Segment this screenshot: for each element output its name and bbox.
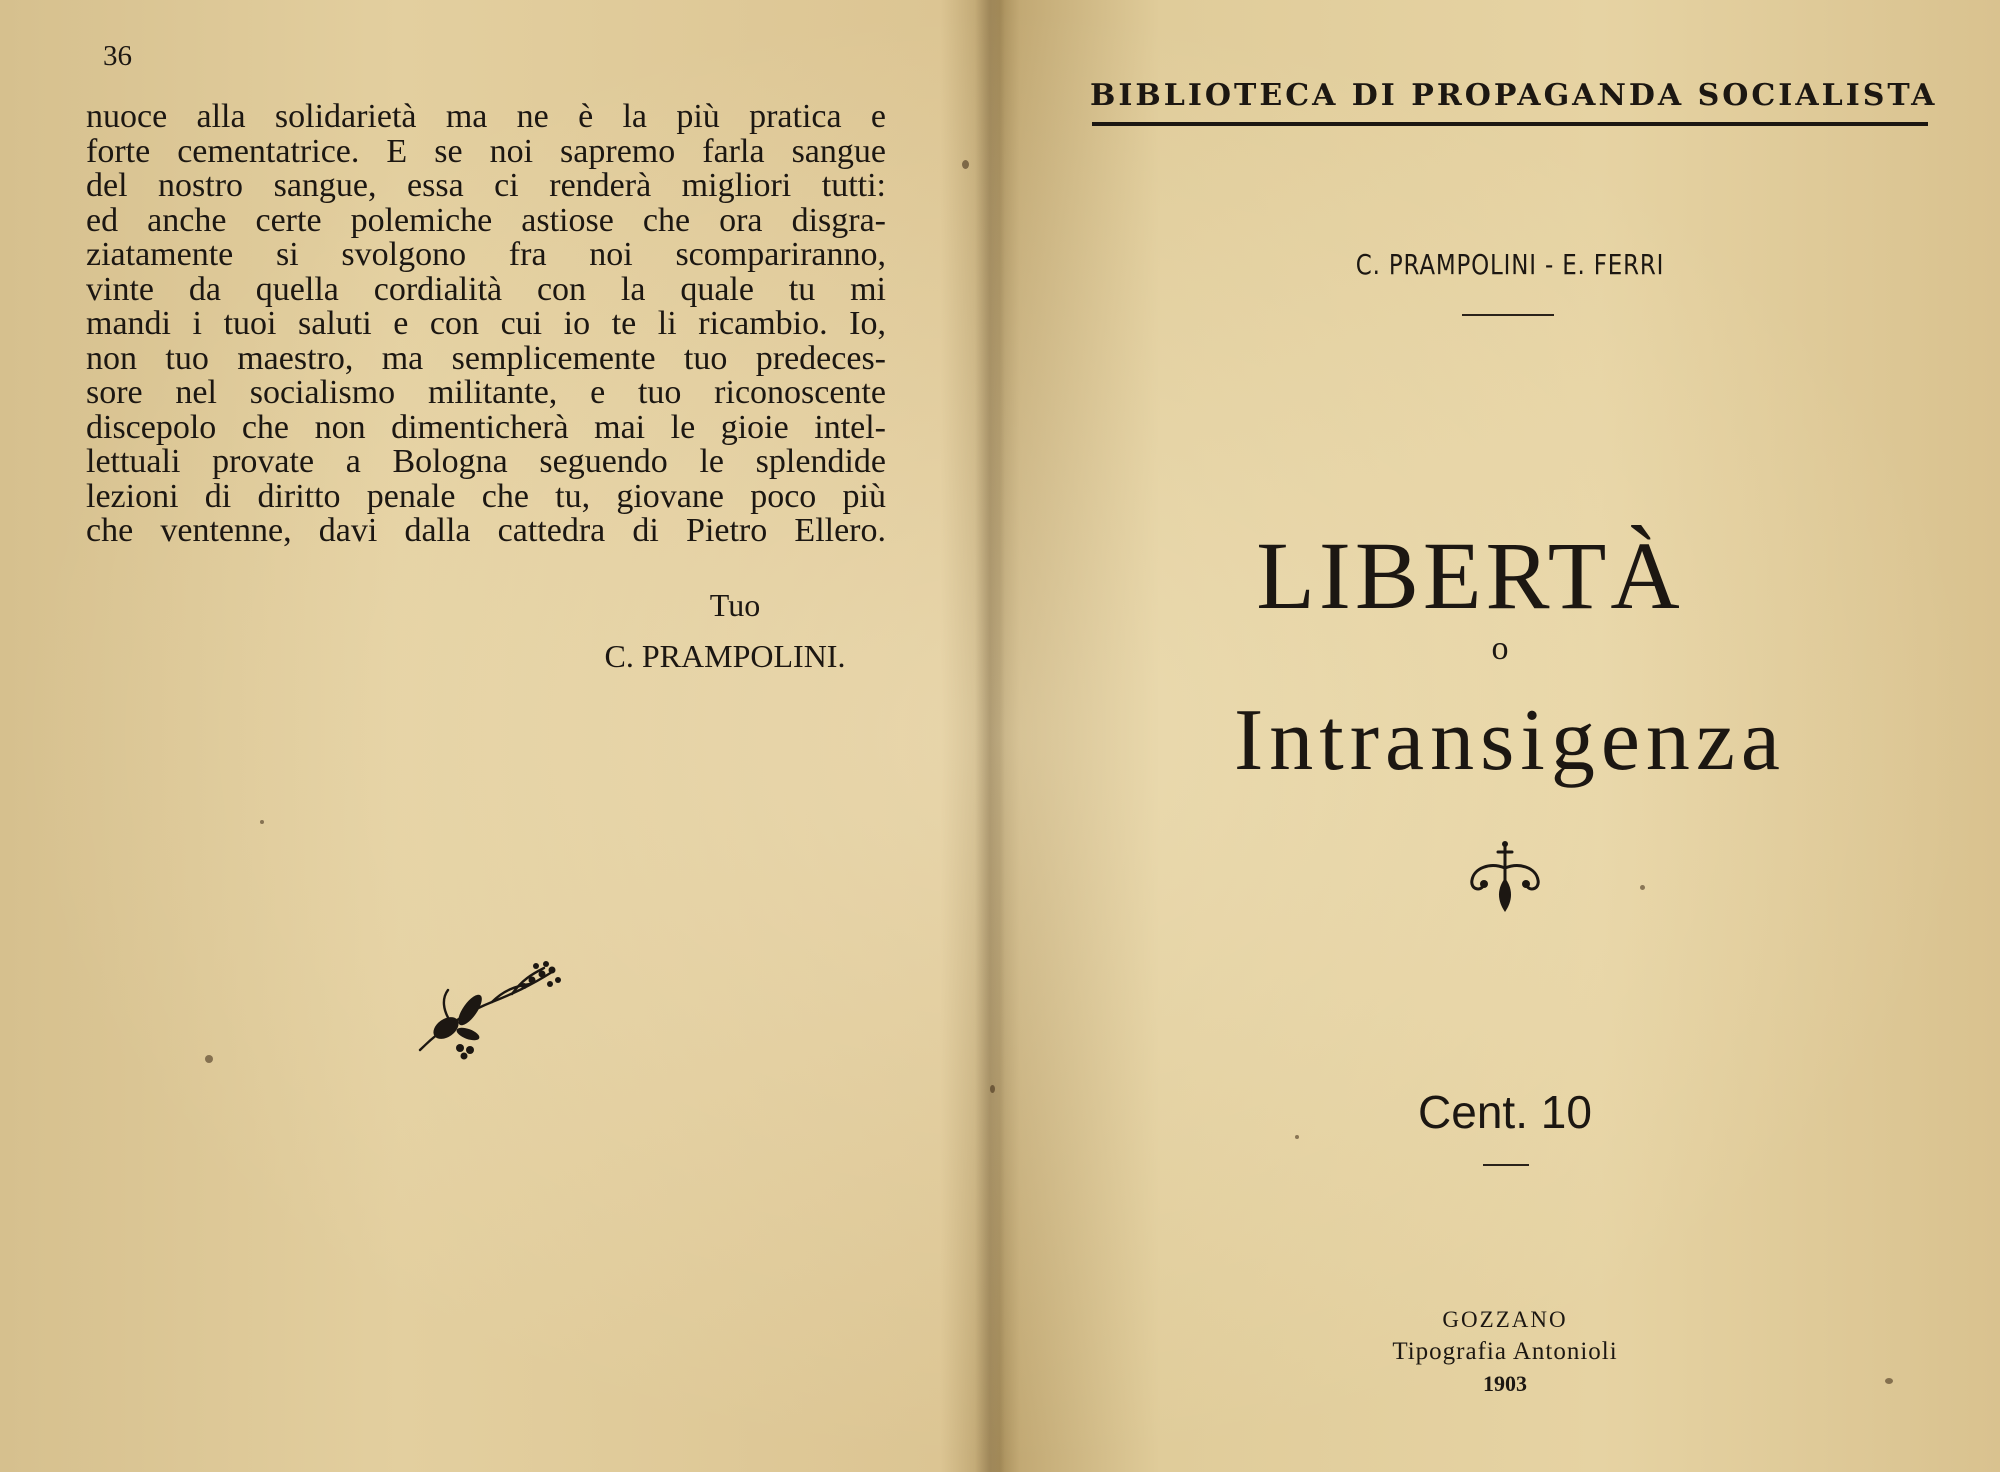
authors: C. PRAMPOLINI - E. FERRI (1355, 248, 1665, 281)
book-subtitle: Intransigenza (1234, 692, 1786, 789)
divider-rule (1462, 314, 1554, 316)
fleuron-icon (1460, 838, 1550, 920)
paper-speck (1885, 1378, 1893, 1384)
signature: C. PRAMPOLINI. (604, 638, 846, 674)
body-line: lezioni di diritto penale che tu, giovane poco più (86, 477, 886, 515)
floral-sprig-icon (412, 950, 562, 1064)
publisher-city: GOZZANO (1442, 1307, 1568, 1332)
book-title: LIBERTÀ (1256, 522, 1684, 629)
body-line: nuoce alla solidarietà ma ne è la più pratica e (86, 98, 886, 135)
paper-speck (1640, 885, 1645, 890)
page-number: 36 (103, 40, 132, 72)
publication-year: 1903 (1483, 1371, 1527, 1396)
divider-rule (1483, 1164, 1529, 1166)
letter-body (86, 100, 886, 549)
series-title: BIBLIOTECA DI PROPAGANDA SOCIALISTA (1090, 78, 1938, 113)
paper-speck (990, 1085, 995, 1093)
paper-speck (260, 820, 264, 824)
body-line: che ventenne, davi dalla cattedra di Pietro Ellero. (86, 512, 886, 549)
paper-speck (1295, 1135, 1299, 1139)
salutation: Tuo (709, 587, 761, 623)
title-connector: o (1491, 630, 1509, 667)
series-rule (1092, 122, 1928, 126)
body-line: sore nel socialismo militante, e tuo riconoscente (86, 374, 886, 411)
body-line: discepolo che non dimenticherà mai le gioie intel- (86, 408, 886, 446)
paper-speck (205, 1055, 213, 1063)
body-line: vinte da quella cordialità con la quale tu mi (86, 270, 886, 308)
paper-speck (962, 160, 969, 169)
body-line: non tuo maestro, ma semplicemente tuo predeces- (86, 339, 886, 377)
body-line: del nostro sangue, essa ci renderà migliori tutti: (86, 167, 886, 204)
price: Cent. 10 (1418, 1086, 1592, 1138)
body-line: ziatamente si svolgono fra noi scompariranno, (86, 236, 886, 273)
body-line: forte cementatrice. E se noi sapremo farla sangue (86, 132, 886, 170)
body-line: ed anche certe polemiche astiose che ora disgra- (86, 201, 886, 239)
body-line: lettuali provate a Bologna seguendo le splendide (86, 443, 886, 480)
body-line: mandi i tuoi saluti e con cui io te li ricambio. Io, (86, 305, 886, 342)
printer-name: Tipografia Antonioli (1392, 1338, 1618, 1365)
